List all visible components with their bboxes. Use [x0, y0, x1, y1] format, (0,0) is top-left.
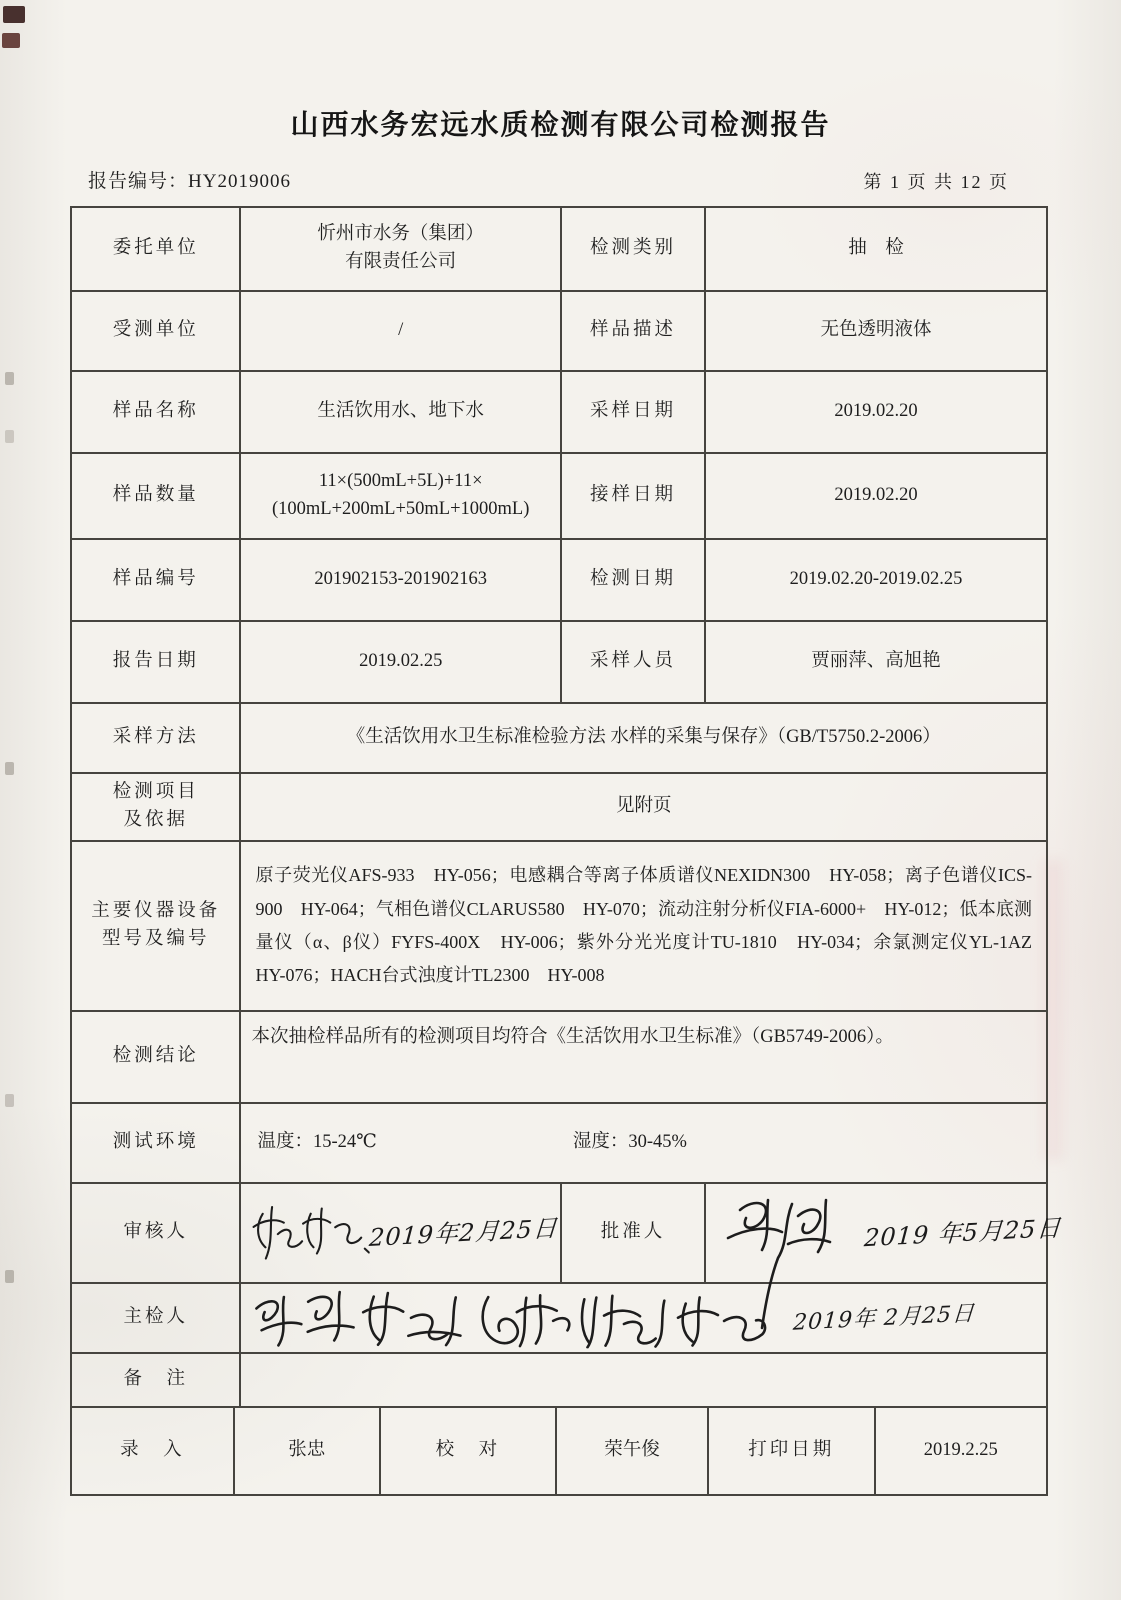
sampler-label: 采样人员 — [562, 622, 706, 702]
approver-label: 批准人 — [562, 1184, 706, 1282]
inspector-signature-2 — [358, 1285, 470, 1351]
scan-artifact-edge-4 — [5, 1094, 14, 1107]
sample-qty-value: 11×(500mL+5L)+11× (100mL+200mL+50mL+1000mL) — [241, 454, 561, 538]
scan-artifact-edge-2 — [5, 430, 14, 443]
table-row — [72, 704, 1046, 774]
items-basis-label: 检测项目 及依据 — [72, 774, 241, 840]
page-indicator: 第 1 页 共 12 页 — [863, 172, 1009, 192]
test-date-label: 检测日期 — [562, 540, 706, 620]
inspector-date-handwritten: 2019年 2月25日 — [792, 1300, 977, 1336]
sample-no-value: 201902153-201902163 — [241, 540, 561, 620]
sample-name-value: 生活饮用水、地下水 — [241, 372, 561, 452]
client-value: 忻州市水务（集团） 有限责任公司 — [241, 208, 561, 290]
inspector-signature-4 — [574, 1286, 675, 1350]
report-date-label: 报告日期 — [72, 622, 241, 702]
client-label: 委托单位 — [72, 208, 241, 290]
remarks-value — [241, 1354, 1046, 1406]
test-type-value: 抽 检 — [848, 238, 904, 259]
approver-date-handwritten: 2019 年5月25日 — [863, 1213, 1063, 1253]
report-number: 报告编号：HY2019006 — [88, 171, 291, 192]
receive-date-label: 接样日期 — [562, 454, 706, 538]
entry-label: 录 入 — [72, 1408, 235, 1494]
scan-artifact-corner-1 — [3, 6, 25, 23]
table-row — [72, 454, 1046, 540]
table-row — [72, 292, 1046, 372]
table-row — [72, 1012, 1046, 1104]
table-row — [72, 1284, 1046, 1354]
sampling-method-label: 采样方法 — [72, 704, 241, 772]
sample-desc-value: 无色透明液体 — [820, 320, 932, 341]
entry-value: 张忠 — [235, 1408, 381, 1494]
sample-desc-label: 样品描述 — [562, 292, 706, 370]
tested-unit-value: / — [241, 292, 561, 370]
inspector-signature-cell — [241, 1284, 1046, 1352]
table-row — [72, 1184, 1063, 1284]
sample-name-label: 样品名称 — [72, 372, 241, 452]
reviewer-date-handwritten: 2019年2月25日 — [368, 1213, 560, 1253]
table-row — [72, 774, 1046, 842]
table-row — [72, 208, 1046, 292]
sampling-date-label: 采样日期 — [562, 372, 706, 452]
table-row — [72, 842, 1050, 1012]
tested-unit-label: 受测单位 — [72, 292, 241, 370]
environment-humidity: 湿度：30-45% — [572, 1132, 687, 1153]
table-row — [72, 1354, 1046, 1408]
inspector-signature-1 — [248, 1284, 361, 1352]
test-date-value: 2019.02.20-2019.02.25 — [789, 569, 963, 590]
scan-artifact-edge-1 — [5, 372, 14, 385]
test-type-label: 检测类别 — [562, 208, 706, 290]
conclusion-value: 本次抽检样品所有的检测项目均符合《生活饮用水卫生标准》（GB5749-2006）。 — [251, 1027, 894, 1047]
environment-value — [241, 1104, 1046, 1182]
report-info-table — [70, 206, 1063, 1496]
sampling-method-value: 《生活饮用水卫生标准检验方法 水样的采集与保存》（GB/T5750.2-2006） — [346, 727, 941, 748]
table-row — [72, 540, 1046, 622]
table-row — [72, 622, 1046, 704]
remarks-label: 备 注 — [72, 1354, 241, 1406]
table-row — [72, 1104, 1046, 1184]
inspector-signature-5 — [674, 1288, 770, 1348]
sample-no-label: 样品编号 — [72, 540, 241, 620]
scan-artifact-corner-2 — [2, 33, 20, 48]
report-date-value: 2019.02.25 — [241, 622, 561, 702]
receive-date-value: 2019.02.20 — [834, 485, 918, 506]
conclusion-label: 检测结论 — [72, 1012, 241, 1102]
instruments-label: 主要仪器设备 型号及编号 — [72, 842, 241, 1010]
print-date-label: 打印日期 — [709, 1408, 876, 1494]
print-date-value: 2019.2.25 — [923, 1440, 998, 1461]
proofread-value: 荣午俊 — [557, 1408, 709, 1494]
inspector-label: 主检人 — [72, 1284, 241, 1352]
environment-label: 测试环境 — [72, 1104, 241, 1182]
scan-artifact-edge-5 — [5, 1270, 14, 1283]
reviewer-signature-cell — [241, 1184, 561, 1282]
sampler-value: 贾丽萍、高旭艳 — [811, 651, 941, 672]
reviewer-label: 审核人 — [72, 1184, 241, 1282]
scan-artifact-edge-3 — [5, 762, 14, 775]
instruments-value: 原子荧光仪AFS-933 HY-056；电感耦合等离子体质谱仪NEXIDN300 HY-058；离子色谱仪ICS-900 HY-064；气相色谱仪CLARUS580 HY-070；流动注射分析仪FIA-6000+ HY-012；低本底测量仪（α、β仪）FYFS-400X HY-006；紫外分光光度计TU-1810 HY-034；余氯测定仪YL-1AZ HY-076；HACH台式浊度计TL2300 HY-008 — [255, 865, 1050, 986]
approver-signature-cell — [706, 1184, 1063, 1282]
sample-qty-label: 样品数量 — [72, 454, 241, 538]
proofread-label: 校 对 — [381, 1408, 557, 1494]
inspector-signature-3 — [468, 1285, 575, 1351]
items-basis-value: 见附页 — [615, 796, 672, 817]
page-title: 山西水务宏远水质检测有限公司检测报告 — [290, 109, 831, 140]
table-row — [72, 1408, 1046, 1494]
table-row — [72, 372, 1046, 454]
environment-temperature: 温度：15-24℃ — [257, 1132, 377, 1153]
reviewer-signature — [248, 1192, 371, 1274]
sampling-date-value: 2019.02.20 — [834, 401, 918, 422]
